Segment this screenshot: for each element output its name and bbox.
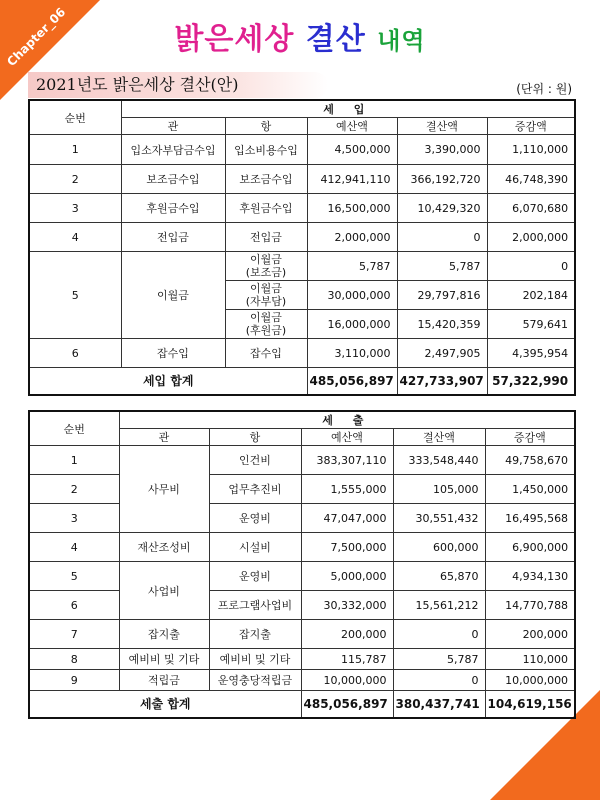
row-hang: 후원금수입	[225, 194, 307, 223]
row-settle: 15,561,212	[393, 591, 485, 620]
row-diff: 16,495,568	[485, 504, 575, 533]
row-settle: 65,870	[393, 562, 485, 591]
row-settle: 600,000	[393, 533, 485, 562]
row-no: 1	[29, 446, 119, 475]
row-gwan: 적립금	[119, 670, 209, 691]
row-settle: 2,497,905	[397, 339, 487, 368]
row-diff: 10,000,000	[485, 670, 575, 691]
row-gwan: 예비비 및 기타	[119, 649, 209, 670]
income-table	[28, 99, 576, 396]
row-diff: 1,110,000	[487, 135, 575, 165]
row-settle: 3,390,000	[397, 135, 487, 165]
row-diff: 14,770,788	[485, 591, 575, 620]
total-label: 세출 합계	[29, 691, 301, 718]
row-hang: 프로그램사업비	[209, 591, 301, 620]
row-no: 3	[29, 194, 121, 223]
row-gwan: 후원금수입	[121, 194, 225, 223]
total-row	[29, 691, 575, 718]
row-no: 2	[29, 475, 119, 504]
table-row	[29, 194, 575, 223]
header-gwan: 관	[119, 429, 209, 446]
total-settle: 380,437,741	[393, 691, 485, 718]
row-settle: 366,192,720	[397, 165, 487, 194]
table-row	[29, 339, 575, 368]
row-gwan: 잡수입	[121, 339, 225, 368]
row-settle: 0	[397, 223, 487, 252]
row-budget: 5,787	[307, 252, 397, 281]
row-no: 7	[29, 620, 119, 649]
title-part-1: 밝은세상	[174, 22, 295, 57]
table-row	[29, 504, 575, 533]
total-budget: 485,056,897	[301, 691, 393, 718]
row-no: 1	[29, 135, 121, 165]
row-budget: 47,047,000	[301, 504, 393, 533]
row-budget: 115,787	[301, 649, 393, 670]
title-part-3: 내역	[377, 27, 426, 55]
row-hang: 시설비	[209, 533, 301, 562]
expense-table	[28, 410, 576, 719]
row-gwan: 재산조성비	[119, 533, 209, 562]
row-hang: 이월금 (자부담)	[225, 281, 307, 310]
table-row	[29, 649, 575, 670]
row-budget: 5,000,000	[301, 562, 393, 591]
header-no: 순번	[29, 100, 121, 135]
row-settle: 29,797,816	[397, 281, 487, 310]
row-budget: 16,000,000	[307, 310, 397, 339]
row-gwan: 보조금수입	[121, 165, 225, 194]
table-row	[29, 223, 575, 252]
total-settle: 427,733,907	[397, 368, 487, 395]
table-row	[29, 591, 575, 620]
total-diff: 57,322,990	[487, 368, 575, 395]
page-title	[0, 14, 600, 58]
header-hang: 항	[209, 429, 301, 446]
row-budget: 2,000,000	[307, 223, 397, 252]
table-row	[29, 475, 575, 504]
row-no: 3	[29, 504, 119, 533]
row-no: 6	[29, 339, 121, 368]
table-row	[29, 533, 575, 562]
chapter-label: Chapter_06	[4, 4, 69, 70]
row-diff: 579,641	[487, 310, 575, 339]
row-hang: 입소비용수입	[225, 135, 307, 165]
header-hang: 항	[225, 118, 307, 135]
row-hang: 업무추진비	[209, 475, 301, 504]
table-row	[29, 620, 575, 649]
row-diff: 110,000	[485, 649, 575, 670]
report-subtitle: 2021년도 밝은세상 결산(안)	[28, 72, 328, 98]
row-gwan: 사무비	[119, 446, 209, 533]
row-diff: 49,758,670	[485, 446, 575, 475]
total-diff: 104,619,156	[485, 691, 575, 718]
row-no: 5	[29, 252, 121, 339]
table-row	[29, 252, 575, 281]
row-gwan: 전입금	[121, 223, 225, 252]
table-row	[29, 446, 575, 475]
row-no: 5	[29, 562, 119, 591]
row-budget: 16,500,000	[307, 194, 397, 223]
row-settle: 5,787	[397, 252, 487, 281]
header-budget: 예산액	[301, 429, 393, 446]
row-budget: 4,500,000	[307, 135, 397, 165]
row-diff: 202,184	[487, 281, 575, 310]
row-budget: 383,307,110	[301, 446, 393, 475]
header-diff: 증감액	[487, 118, 575, 135]
row-settle: 0	[393, 620, 485, 649]
row-diff: 46,748,390	[487, 165, 575, 194]
row-settle: 105,000	[393, 475, 485, 504]
row-no: 8	[29, 649, 119, 670]
header-settle: 결산액	[393, 429, 485, 446]
row-budget: 30,332,000	[301, 591, 393, 620]
title-part-2: 결산	[305, 22, 366, 57]
header-no: 순번	[29, 411, 119, 446]
row-no: 9	[29, 670, 119, 691]
row-hang: 잡수입	[225, 339, 307, 368]
row-budget: 3,110,000	[307, 339, 397, 368]
row-settle: 15,420,359	[397, 310, 487, 339]
header-section-income: 세 입	[121, 100, 575, 118]
unit-label: (단위 : 원)	[516, 82, 572, 96]
total-label: 세입 합계	[29, 368, 307, 395]
row-diff: 6,900,000	[485, 533, 575, 562]
header-settle: 결산액	[397, 118, 487, 135]
row-budget: 10,000,000	[301, 670, 393, 691]
row-no: 2	[29, 165, 121, 194]
total-row	[29, 368, 575, 395]
row-diff: 200,000	[485, 620, 575, 649]
row-diff: 4,395,954	[487, 339, 575, 368]
row-settle: 0	[393, 670, 485, 691]
row-hang: 전입금	[225, 223, 307, 252]
table-row	[29, 135, 575, 165]
table-row	[29, 165, 575, 194]
header-gwan: 관	[121, 118, 225, 135]
row-gwan: 입소자부담금수입	[121, 135, 225, 165]
row-diff: 4,934,130	[485, 562, 575, 591]
row-budget: 200,000	[301, 620, 393, 649]
row-budget: 412,941,110	[307, 165, 397, 194]
total-budget: 485,056,897	[307, 368, 397, 395]
row-diff: 1,450,000	[485, 475, 575, 504]
row-no: 4	[29, 533, 119, 562]
row-hang: 운영충당적립금	[209, 670, 301, 691]
row-diff: 0	[487, 252, 575, 281]
table-row	[29, 670, 575, 691]
row-no: 4	[29, 223, 121, 252]
table-row	[29, 562, 575, 591]
row-hang: 이월금 (후원금)	[225, 310, 307, 339]
row-budget: 7,500,000	[301, 533, 393, 562]
row-hang: 운영비	[209, 504, 301, 533]
row-settle: 5,787	[393, 649, 485, 670]
row-settle: 10,429,320	[397, 194, 487, 223]
header-diff: 증감액	[485, 429, 575, 446]
row-budget: 1,555,000	[301, 475, 393, 504]
row-hang: 운영비	[209, 562, 301, 591]
row-gwan: 이월금	[121, 252, 225, 339]
row-no: 6	[29, 591, 119, 620]
row-hang: 인건비	[209, 446, 301, 475]
row-settle: 333,548,440	[393, 446, 485, 475]
header-budget: 예산액	[307, 118, 397, 135]
row-hang: 잡지출	[209, 620, 301, 649]
row-gwan: 사업비	[119, 562, 209, 620]
row-hang: 예비비 및 기타	[209, 649, 301, 670]
header-section-expense: 세 출	[119, 411, 575, 429]
row-diff: 6,070,680	[487, 194, 575, 223]
row-hang: 이월금 (보조금)	[225, 252, 307, 281]
row-budget: 30,000,000	[307, 281, 397, 310]
row-diff: 2,000,000	[487, 223, 575, 252]
row-hang: 보조금수입	[225, 165, 307, 194]
row-gwan: 잡지출	[119, 620, 209, 649]
row-settle: 30,551,432	[393, 504, 485, 533]
